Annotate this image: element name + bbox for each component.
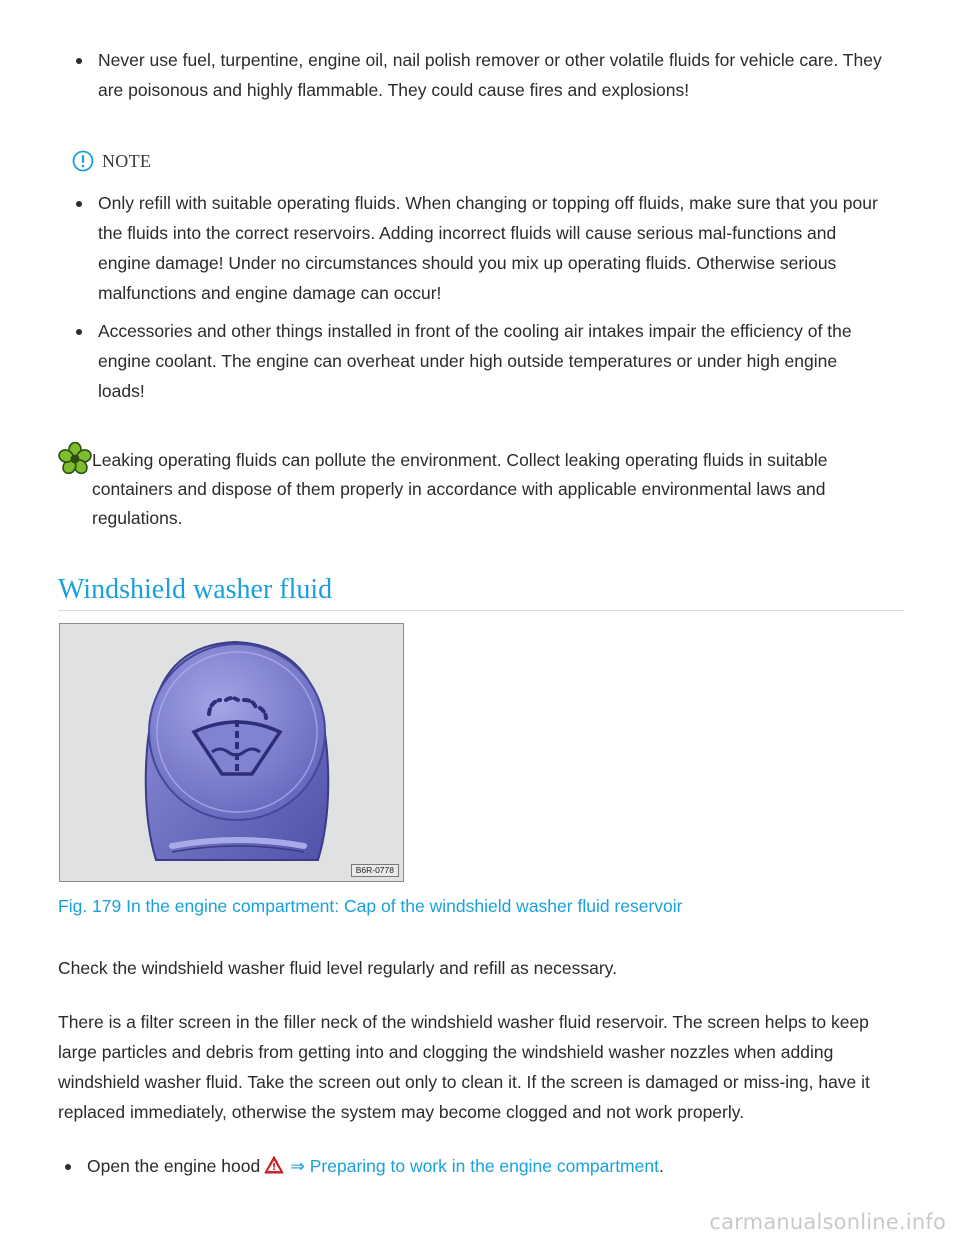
section-divider [58,610,904,611]
exclamation-circle-icon [72,150,94,172]
figure-code: B6R-0778 [351,864,399,877]
note-bullet-list [98,188,888,406]
note-heading [72,150,151,172]
figure-caption: Fig. 179 In the engine compartment: Cap of the windshield washer fluid reservoir [58,896,683,916]
link-preparing-engine-compartment[interactable]: ⇒ Preparing to work in the engine compartment [290,1156,659,1176]
paragraph: Check the windshield washer fluid level regularly and refill as necessary. [58,958,617,978]
note-label: NOTE [102,150,152,171]
step-text: Open the engine hood [87,1156,261,1176]
washer-cap-illustration [60,624,404,882]
paragraph: There is a filter screen in the filler neck of the windshield washer fluid reservoir. The screen helps to keep large particles and debris from getting into and clogging the windshield washer nozzles when adding windshield washer fluid. Take the screen out only to clean it. If the screen is damaged or miss-ing, have it replaced immediately, otherwise the system may become clogged and not work properly. [58,1012,870,1122]
environment-flower-icon [58,442,92,476]
step-item [87,1151,907,1181]
figure-washer-cap [59,623,404,882]
note-bullet: Accessories and other things installed in front of the cooling air intakes impair the efficiency of the engine coolant. The engine can overheat under high outside temperatures or under high engine loads! [98,316,888,406]
section-title: Windshield washer fluid [58,574,333,605]
environment-note: Leaking operating fluids can pollute the environment. Collect leaking operating fluids in suitable containers and dispose of them properly in accordance with applicable environmental laws and regulations. [92,450,828,528]
warning-bullet: Never use fuel, turpentine, engine oil, nail polish remover or other volatile fluids for vehicle care. They are poisonous and highly flammable. They could cause fires and explosions! [98,45,888,105]
note-bullet: Only refill with suitable operating fluids. When changing or topping off fluids, make sure that you pour the fluids into the correct reservoirs. Adding incorrect fluids will cause serious mal-functions and engine damage! Under no circumstances should you mix up operating fluids. Otherwise serious malfunctions and engine damage can occur! [98,188,888,308]
watermark: carmanualsonline.info [709,1210,946,1234]
warning-bullet-list [98,45,888,105]
warning-triangle-icon [264,1155,284,1175]
step-list [87,1151,907,1181]
step-suffix: . [658,1156,664,1176]
